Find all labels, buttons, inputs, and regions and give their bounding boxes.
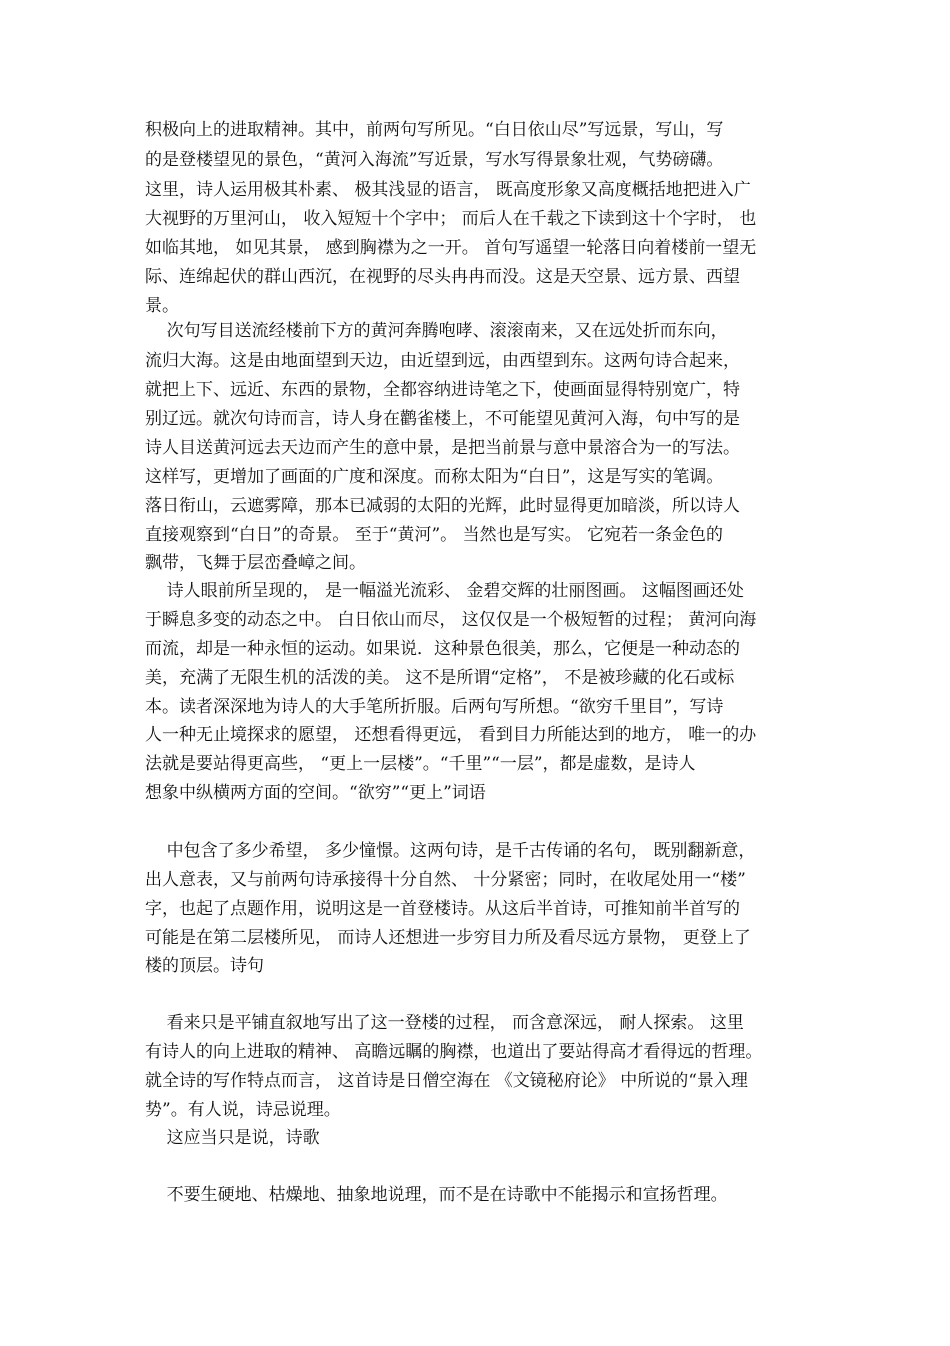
text-line: 楼的顶层。诗句 — [145, 956, 264, 976]
text-line: 就把上下、远近、东西的景物，全都容纳进诗笔之下，使画面显得特别宽广，特 — [145, 380, 740, 400]
text-line: 字，也起了点题作用，说明这是一首登楼诗。从这后半首诗，可推知前半首写的 — [145, 899, 740, 919]
text-line: 中包含了多少希望， 多少憧憬。这两句诗，是千古传诵的名句， 既别翻新意， — [145, 841, 756, 861]
text-line: 不要生硬地、枯燥地、抽象地说理，而不是在诗歌中不能揭示和宣扬哲理。 — [145, 1185, 728, 1205]
text-line: 想象中纵横两方面的空间。“欲穷”“更上”词语 — [145, 783, 486, 803]
text-line: 诗人目送黄河远去天边而产生的意中景，是把当前景与意中景溶合为一的写法。 — [145, 438, 740, 458]
text-line: 诗人眼前所呈现的， 是一幅溢光流彩、 金碧交辉的壮丽图画。 这幅图画还处 — [145, 581, 744, 601]
text-line: 势”。有人说，诗忌说理。 — [145, 1100, 341, 1120]
text-line: 于瞬息多变的动态之中。 白日依山而尽， 这仅仅是一个极短暂的过程； 黄河向海 — [145, 610, 757, 630]
text-line: 本。读者深深地为诗人的大手笔所折服。后两句写所想。“欲穷千里目”，写诗 — [145, 697, 724, 717]
text-line: 别辽远。就次句诗而言，诗人身在鹳雀楼上，不可能望见黄河入海，句中写的是 — [145, 409, 740, 429]
text-line: 这样写，更增加了画面的广度和深度。而称太阳为“白日”，这是写实的笔调。 — [145, 467, 724, 487]
text-line: 落日衔山，云遮雾障，那本已减弱的太阳的光辉，此时显得更加暗淡，所以诗人 — [145, 496, 740, 516]
text-line: 际、连绵起伏的群山西沉，在视野的尽头冉冉而没。这是天空景、远方景、西望 — [145, 267, 740, 287]
text-line: 而流，却是一种永恒的运动。如果说．这种景色很美，那么，它便是一种动态的 — [145, 639, 740, 659]
text-line: 就全诗的写作特点而言， 这首诗是日僧空海在 《文镜秘府论》 中所说的“景入理 — [145, 1071, 748, 1091]
text-line: 这里，诗人运用极其朴素、 极其浅显的语言， 既高度形象又高度概括地把进入广 — [145, 180, 751, 200]
text-line: 如临其地， 如见其景， 感到胸襟为之一开。 首句写遥望一轮落日向着楼前一望无 — [145, 238, 757, 258]
text-line: 看来只是平铺直叙地写出了这一登楼的过程， 而含意深远， 耐人探索。 这里 — [145, 1013, 744, 1033]
text-line: 流归大海。这是由地面望到天边，由近望到远，由西望到东。这两句诗合起来， — [145, 351, 740, 371]
text-line: 这应当只是说，诗歌 — [145, 1128, 320, 1148]
text-line: 出人意表，又与前两句诗承接得十分自然、 十分紧密；同时，在收尾处用一“楼” — [145, 870, 746, 890]
text-line: 积极向上的进取精神。其中，前两句写所见。“白日依山尽”写远景，写山，写 — [145, 120, 724, 140]
text-line: 飘带，飞舞于层峦叠嶂之间。 — [145, 553, 366, 573]
text-line: 的是登楼望见的景色，“黄河入海流”写近景，写水写得景象壮观，气势磅礴。 — [145, 150, 724, 170]
text-line: 有诗人的向上进取的精神、 高瞻远瞩的胸襟，也道出了要站得高才看得远的哲理。 — [145, 1042, 763, 1062]
text-line: 人一种无止境探求的愿望， 还想看得更远， 看到目力所能达到的地方， 唯一的办 — [145, 725, 757, 745]
text-line: 直接观察到“白日”的奇景。 至于“黄河”。 当然也是写实。 它宛若一条金色的 — [145, 525, 723, 545]
text-line: 可能是在第二层楼所见， 而诗人还想进一步穷目力所及看尽远方景物， 更登上了 — [145, 928, 751, 948]
text-line: 美，充满了无限生机的活泼的美。 这不是所谓“定格”， 不是被珍藏的化石或标 — [145, 668, 735, 688]
text-line: 大视野的万里河山， 收入短短十个字中； 而后人在千载之下读到这十个字时， 也 — [145, 209, 757, 229]
text-line: 景。 — [145, 296, 179, 316]
text-line: 法就是要站得更高些， “更上一层楼”。“千里”“一层”，都是虚数，是诗人 — [145, 754, 696, 774]
text-line: 次句写目送流经楼前下方的黄河奔腾咆哮、滚滚南来，又在远处折而东向， — [145, 321, 728, 341]
